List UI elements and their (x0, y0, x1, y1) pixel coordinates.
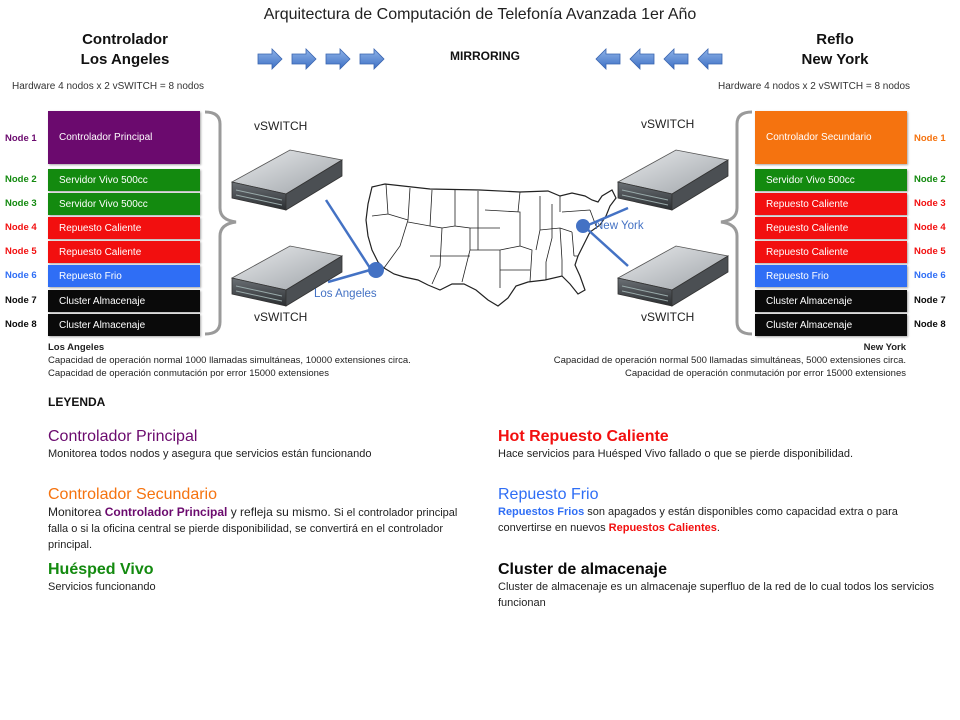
right-node-box-8: Cluster Almacenaje (755, 314, 907, 336)
left-node-label-8: Node 8 (5, 319, 37, 330)
right-site-name-line1: Reflo (816, 31, 854, 48)
left-node-box-1: Controlador Principal (48, 111, 200, 164)
left-node-label-2: Node 2 (5, 174, 37, 185)
left-capacity-title: Los Angeles (48, 342, 105, 353)
right-node-label-7: Node 7 (914, 295, 946, 306)
right-node-box-6: Repuesto Frio (755, 265, 907, 287)
right-node-box-2: Servidor Vivo 500cc (755, 169, 907, 191)
legend-secundario-desc-c: y refleja su mismo. (227, 505, 331, 519)
legend-secundario-desc-b: Controlador Principal (104, 505, 228, 519)
legend-frio-desc-c: Repuestos Calientes (608, 522, 717, 534)
right-hardware-note: Hardware 4 nodos x 2 vSWITCH = 8 nodos (718, 81, 911, 92)
arrow-right-icon (360, 49, 384, 69)
right-node-label-4: Node 4 (914, 222, 946, 233)
right-node-box-7: Cluster Almacenaje (755, 290, 907, 312)
right-node-label-6: Node 6 (914, 270, 946, 281)
legend-secundario (48, 486, 480, 553)
arrow-right-icon (326, 49, 350, 69)
city-label-los-angeles: Los Angeles (314, 288, 377, 300)
left-hardware-note: Hardware 4 nodos x 2 vSWITCH = 8 nodos (12, 81, 205, 92)
mirror-arrows-right (258, 49, 384, 69)
server-right-bottom-icon (618, 246, 728, 306)
legend-secundario-title: Controlador Secundario (48, 486, 217, 503)
server-right-top-icon (618, 150, 728, 210)
right-node-label-3: Node 3 (914, 198, 946, 209)
left-bracket (205, 112, 236, 334)
legend-principal (48, 428, 480, 462)
legend-caliente-title: Hot Repuesto Caliente (498, 428, 669, 445)
us-outline (366, 184, 616, 306)
right-node-label-2: Node 2 (914, 174, 946, 185)
ny-marker (576, 219, 590, 233)
right-bracket (721, 112, 752, 334)
left-capacity-note (48, 341, 411, 380)
vswitch-label-right-top: vSWITCH (641, 117, 695, 131)
arrow-right-icon (258, 49, 282, 69)
legend-principal-desc: Monitorea todos nodos y asegura que servicios están funcionando (48, 448, 372, 460)
right-node-label-5: Node 5 (914, 246, 946, 257)
right-capacity-note (554, 341, 906, 380)
left-node-box-4: Repuesto Caliente (48, 217, 200, 239)
right-node-box-1: Controlador Secundario (755, 111, 907, 164)
left-node-label-4: Node 4 (5, 222, 37, 233)
legend-secundario-desc-a: Monitorea (48, 505, 105, 519)
left-node-box-5: Repuesto Caliente (48, 241, 200, 263)
left-node-box-7: Cluster Almacenaje (48, 290, 200, 312)
arrow-left-icon (698, 49, 722, 69)
vswitch-label-left-bottom: vSWITCH (254, 310, 308, 324)
arrow-left-icon (630, 49, 654, 69)
legend-cluster-desc: Cluster de almacenaje es un almacenaje superfluo de la red de lo cual todos los servicios funcionan (498, 581, 934, 609)
left-node-label-5: Node 5 (5, 246, 37, 257)
mirror-arrows-left (596, 49, 722, 69)
right-node-label-8: Node 8 (914, 319, 946, 330)
right-node-box-3: Repuesto Caliente (755, 193, 907, 215)
legend-frio-desc-d: . (716, 522, 720, 534)
left-node-box-8: Cluster Almacenaje (48, 314, 200, 336)
right-node-box-4: Repuesto Caliente (755, 217, 907, 239)
arrow-left-icon (664, 49, 688, 69)
arrow-left-icon (596, 49, 620, 69)
left-site-name-line2: Los Angeles (80, 51, 170, 68)
left-node-label-1: Node 1 (5, 133, 37, 144)
right-capacity-line2: Capacidad de operación conmutación por error 15000 extensiones (625, 368, 906, 379)
left-node-box-3: Servidor Vivo 500cc (48, 193, 200, 215)
ny-connector-bottom (586, 228, 628, 266)
la-marker (368, 262, 384, 278)
left-node-box-2: Servidor Vivo 500cc (48, 169, 200, 191)
legend-frio (498, 486, 938, 536)
page-title: Arquitectura de Computación de Telefonía Avanzada 1er Año (263, 6, 697, 23)
left-capacity-line2: Capacidad de operación conmutación por error 15000 extensiones (48, 368, 329, 379)
legend-secundario-desc-d: Si el controlador principal falla o si la oficina central se pierde disponibilidad, se convertirá en el controlador principal. (48, 507, 458, 551)
right-capacity-line1: Capacidad de operación normal 500 llamadas simultáneas, 5000 extensiones circa. (553, 355, 906, 366)
left-node-label-3: Node 3 (5, 198, 37, 209)
legend-heading: LEYENDA (48, 395, 106, 409)
arrow-right-icon (292, 49, 316, 69)
legend-principal-title: Controlador Principal (48, 428, 198, 445)
legend-huesped (48, 561, 480, 595)
legend-huesped-desc: Servicios funcionando (48, 581, 156, 593)
left-capacity-line1: Capacidad de operación normal 1000 llamadas simultáneas, 10000 extensiones circa. (48, 355, 411, 366)
right-site-name-line2: New York (801, 51, 869, 68)
vswitch-label-right-bottom: vSWITCH (641, 310, 695, 324)
vswitch-label-left-top: vSWITCH (254, 119, 308, 133)
left-node-label-6: Node 6 (5, 270, 37, 281)
left-site-name-line1: Controlador (82, 31, 168, 48)
us-map (366, 184, 616, 306)
left-node-box-6: Repuesto Frio (48, 265, 200, 287)
mirroring-label: MIRRORING (450, 49, 520, 63)
legend-cluster (498, 561, 938, 611)
right-node-label-1: Node 1 (914, 133, 946, 144)
legend-cluster-title: Cluster de almacenaje (498, 561, 667, 578)
legend-secundario-desc (48, 504, 480, 553)
legend-caliente (498, 428, 938, 462)
legend-caliente-desc: Hace servicios para Huésped Vivo fallado o que se pierde disponibilidad. (498, 448, 854, 460)
right-node-box-5: Repuesto Caliente (755, 241, 907, 263)
right-capacity-title: New York (863, 342, 906, 353)
legend-frio-desc-b: son apagados y están disponibles como capacidad extra o para convertirse en nuevos (498, 506, 898, 534)
left-node-label-7: Node 7 (5, 295, 37, 306)
legend-frio-desc-a: Repuestos Frios (498, 506, 585, 518)
legend-frio-desc (498, 504, 938, 536)
legend-frio-title: Repuesto Frio (498, 486, 599, 503)
city-label-new-york: New York (595, 220, 644, 232)
legend-huesped-title: Huésped Vivo (48, 561, 154, 578)
